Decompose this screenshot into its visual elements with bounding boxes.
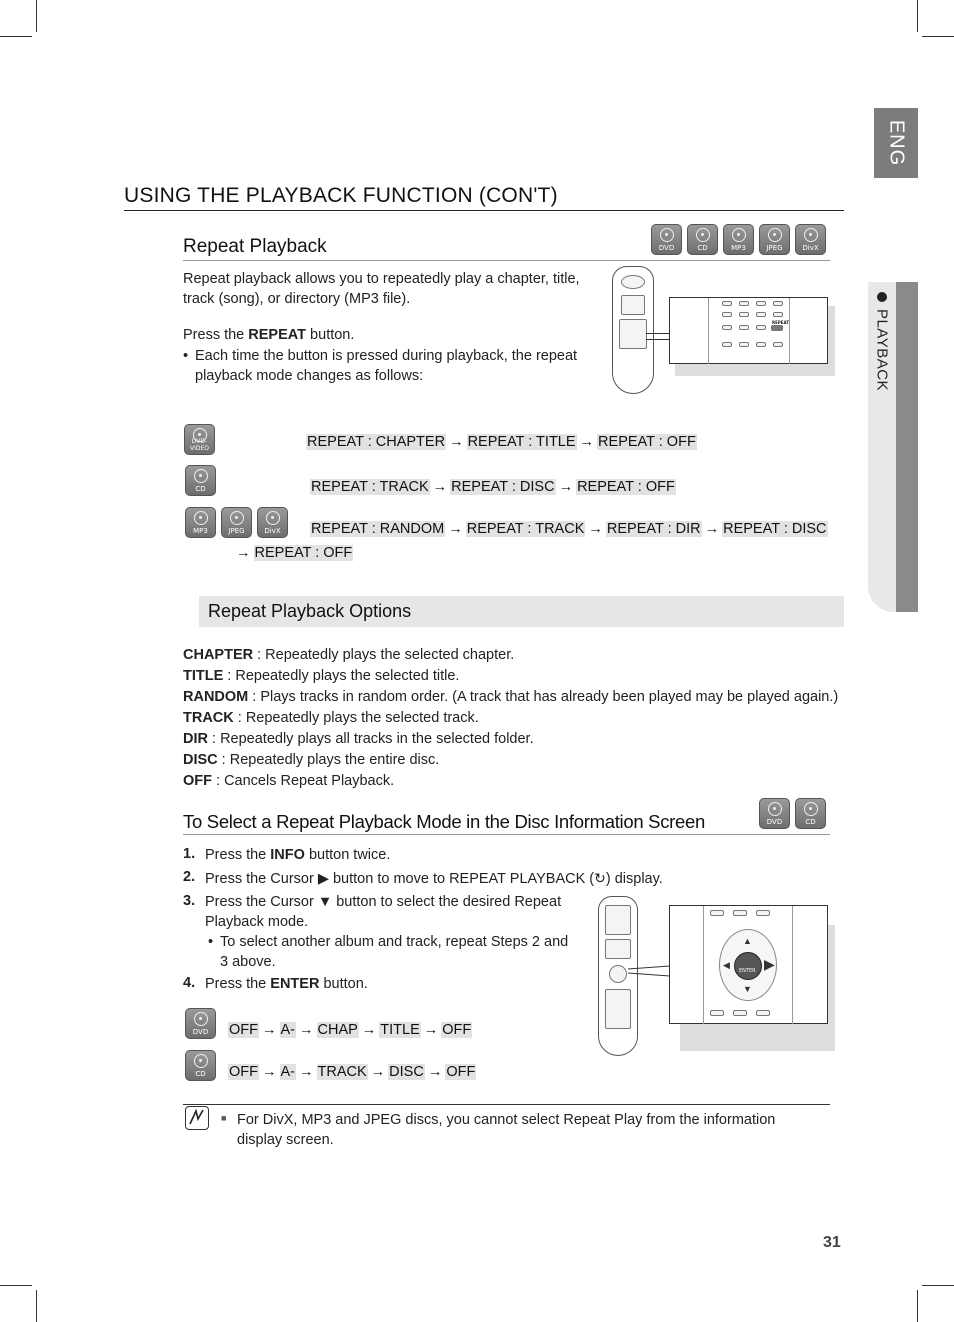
remote-control-illustration <box>612 266 654 394</box>
disc-info-heading: To Select a Repeat Playback Mode in the Disc Information Screen <box>183 811 705 832</box>
crop-mark <box>36 0 37 32</box>
page-title: USING THE PLAYBACK FUNCTION (CON'T) <box>124 184 558 207</box>
language-tab <box>874 108 918 178</box>
crop-mark <box>0 36 32 37</box>
note-rule <box>183 1104 830 1105</box>
cursor-right-icon: ▶ <box>764 956 775 972</box>
repeat-playback-icon: ↻ <box>594 870 606 886</box>
remote-zoom-panel: REPEAT <box>669 297 828 364</box>
bullet-dot-icon <box>877 292 887 302</box>
dvd-repeat-sequence: REPEAT : CHAPTER → REPEAT : TITLE → REPEAT : OFF <box>307 434 696 450</box>
page-number: 31 <box>823 1234 841 1251</box>
cursor-up-icon: ▲ <box>743 936 752 946</box>
cd-disc-icon: CD <box>185 1050 216 1081</box>
note-pencil-icon <box>185 1106 209 1130</box>
divx-disc-icon: DivX <box>257 507 288 538</box>
enter-button <box>734 952 762 980</box>
jpeg-disc-icon: JPEG <box>759 224 790 255</box>
dvd-disc-icon: DVD <box>651 224 682 255</box>
section-tab-label: PLAYBACK <box>873 308 891 392</box>
note-text: For DivX, MP3 and JPEG discs, you cannot select Repeat Play from the information display screen. <box>237 1112 776 1148</box>
mp3-disc-icon: MP3 <box>723 224 754 255</box>
note-bullet-icon: ■ <box>221 1113 227 1123</box>
cd-repeat-sequence: REPEAT : TRACK → REPEAT : DISC → REPEAT : OFF <box>311 479 675 495</box>
option-definition: DIR : Repeatedly plays all tracks in the selected folder. <box>183 731 534 747</box>
dvd-disc-icon: DVD <box>185 1008 216 1039</box>
options-heading: Repeat Playback Options <box>208 601 412 621</box>
step-text: Press the INFO button twice. <box>205 847 391 863</box>
repeat-key-highlight <box>771 325 783 331</box>
option-definition: CHAPTER : Repeatedly plays the selected chapter. <box>183 647 515 663</box>
option-definition: RANDOM : Plays tracks in random order. (A track that has already been played may be played again.) <box>183 689 839 705</box>
dvd-disc-icon: DVD <box>759 798 790 829</box>
language-tab-label: ENG <box>885 119 908 167</box>
remote-zoom-panel: ENTER ▲ ▼ ◀ ▶ <box>669 905 828 1024</box>
step-number: 1. <box>183 846 196 862</box>
mp3-repeat-sequence: REPEAT : RANDOM → REPEAT : TRACK → REPEAT : DIR → REPEAT : DISC <box>311 521 827 537</box>
remote-control-illustration <box>598 896 638 1056</box>
cd-info-sequence: OFF → A- → TRACK → DISC → OFF <box>229 1064 476 1080</box>
option-definition: TITLE : Repeatedly plays the selected title. <box>183 668 460 684</box>
crop-mark <box>922 1285 954 1286</box>
dvd-info-sequence: OFF → A- → CHAP → TITLE → OFF <box>229 1022 472 1038</box>
section-tab <box>860 292 904 402</box>
crop-mark <box>922 36 954 37</box>
step-text: Press the Cursor ▼ button to select the desired Repeat Playback mode. <box>205 894 562 930</box>
option-definition: OFF : Cancels Repeat Playback. <box>183 773 395 789</box>
crop-mark <box>0 1285 32 1286</box>
title-rule <box>124 210 844 211</box>
cd-disc-icon: CD <box>185 465 216 496</box>
intro-paragraph: Repeat playback allows you to repeatedly play a chapter, title, track (song), or directory (MP3 file). <box>183 271 580 307</box>
option-definition: DISC : Repeatedly plays the entire disc. <box>183 752 440 768</box>
bullet-text: Each time the button is pressed during playback, the repeat playback mode changes as follows: <box>195 348 578 384</box>
bullet-marker: • <box>183 348 189 364</box>
subtitle-rule <box>183 260 830 261</box>
repeat-playback-heading: Repeat Playback <box>183 236 327 257</box>
step-number: 4. <box>183 975 196 991</box>
cd-disc-icon: CD <box>795 798 826 829</box>
sub-bullet-marker: • <box>208 934 214 950</box>
subtitle-rule <box>183 834 830 835</box>
step-text: Press the ENTER button. <box>205 976 368 992</box>
step-number: 2. <box>183 869 196 885</box>
dvd-video-disc-icon: DVD-VIDEO <box>184 424 215 455</box>
mp3-disc-icon: MP3 <box>185 507 216 538</box>
divx-disc-icon: DivX <box>795 224 826 255</box>
step-number: 3. <box>183 893 196 909</box>
press-instruction: Press the REPEAT button. <box>183 327 355 343</box>
crop-mark <box>917 0 918 32</box>
sub-bullet-text: To select another album and track, repeat Steps 2 and 3 above. <box>220 934 569 970</box>
crop-mark <box>36 1290 37 1322</box>
option-definition: TRACK : Repeatedly plays the selected track. <box>183 710 479 726</box>
crop-mark <box>917 1290 918 1322</box>
cd-disc-icon: CD <box>687 224 718 255</box>
cursor-down-icon: ▼ <box>743 984 752 994</box>
cursor-left-icon: ◀ <box>723 960 730 970</box>
jpeg-disc-icon: JPEG <box>221 507 252 538</box>
mp3-repeat-sequence-continued: → REPEAT : OFF <box>236 545 353 561</box>
step-text: Press the Cursor ▶ button to move to REPEAT PLAYBACK (↻) display. <box>205 870 663 887</box>
